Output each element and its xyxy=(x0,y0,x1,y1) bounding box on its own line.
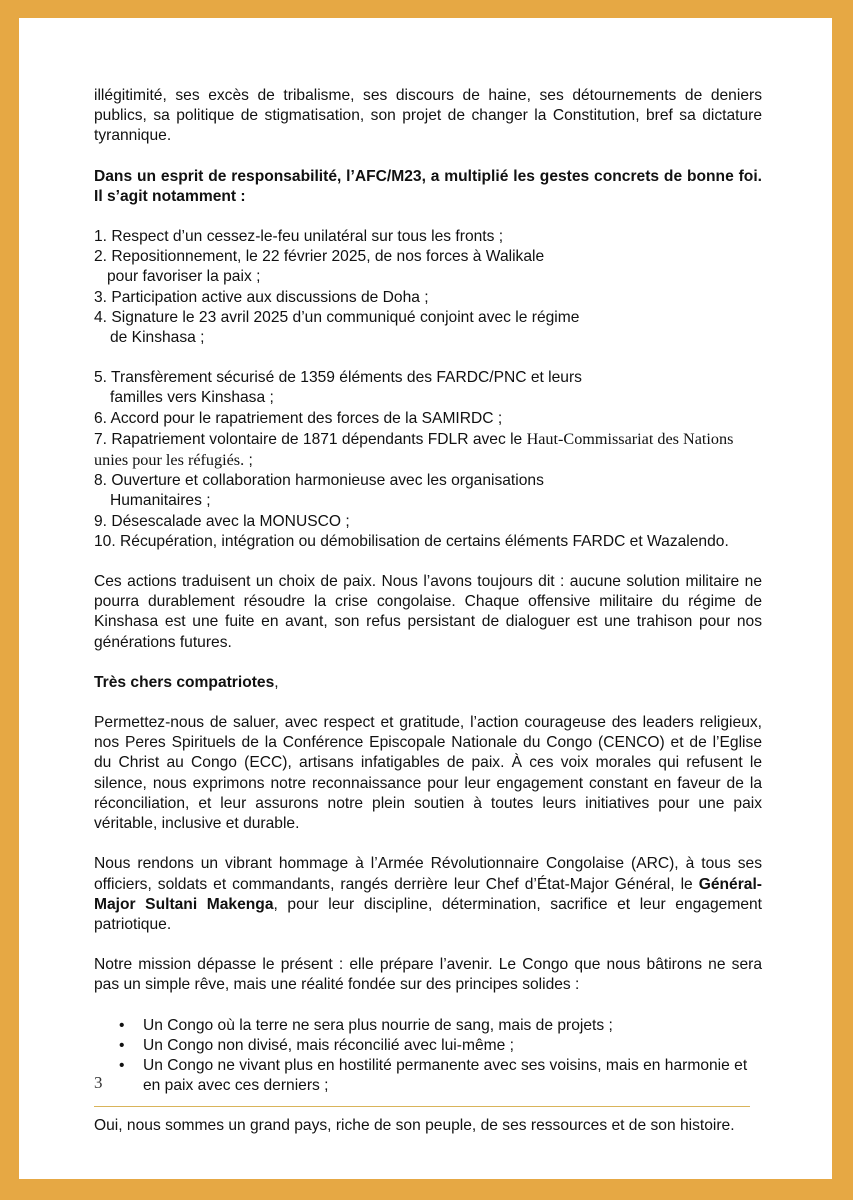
bullet-icon: • xyxy=(119,1056,125,1074)
list-item-4-continued: de Kinshasa ; xyxy=(110,329,205,347)
list-item-3: 3. Participation active aux discussions de Doha ; xyxy=(94,288,429,306)
compatriots-heading-text: Très chers compatriotes xyxy=(94,673,275,691)
general-name: Général-Major Sultani Makenga xyxy=(94,875,762,913)
list-item-5-continued: familles vers Kinshasa ; xyxy=(110,389,274,407)
mission-paragraph: Notre mission dépasse le présent : elle prépare l’avenir. Le Congo que nous bâtirons ne sera pas un simple rêve, mais une réalité fondée sur des principes solides : xyxy=(94,956,762,994)
list-item-8: 8. Ouverture et collaboration harmonieuse avec les organisations xyxy=(94,472,544,490)
list-item-10: 10. Récupération, intégration ou démobilisation de certains éléments FARDC et Wazalendo. xyxy=(94,532,729,550)
list-item-7-organisation: Haut-Commissariat des Nations xyxy=(526,429,734,448)
list-item-9: 9. Désescalade avec la MONUSCO ; xyxy=(94,512,350,530)
list-item-7-organisation-end: unies pour les réfugiés. xyxy=(94,451,245,470)
gestures-heading: Dans un esprit de responsabilité, l’AFC/M23, a multiplié les gestes concrets de bonne foi. Il s’agit notamment : xyxy=(94,167,762,205)
principles-list xyxy=(94,1016,762,1097)
page-number: 3 xyxy=(94,1073,103,1092)
principle-item xyxy=(94,1016,762,1036)
list-item-7-continued xyxy=(94,450,762,471)
principle-item xyxy=(94,1036,762,1056)
gestures-list xyxy=(94,227,762,552)
list-item-2-continued: pour favoriser la paix ; xyxy=(107,268,261,286)
intro-paragraph: illégitimité, ses excès de tribalisme, ses discours de haine, ses détournements de deniers publics, sa politique de stigmatisation, son projet de changer la Constitution, bref sa dictature tyrannique. xyxy=(94,87,762,145)
list-item-6: 6. Accord pour le rapatriement des forces de la SAMIRDC ; xyxy=(94,409,503,427)
army-tribute-text-end: , pour leur discipline, détermination, sacrifice et leur engagement patriotique. xyxy=(94,895,762,933)
footer-divider xyxy=(94,1106,750,1107)
army-tribute-paragraph xyxy=(94,854,762,935)
list-item-8-continued: Humanitaires ; xyxy=(110,492,211,510)
compatriots-heading xyxy=(94,673,762,693)
list-item-7 xyxy=(94,429,762,450)
principle-item xyxy=(94,1056,762,1096)
principle-text: Un Congo ne vivant plus en hostilité permanente avec ses voisins, mais en harmonie et en paix avec ces derniers ; xyxy=(143,1056,748,1095)
list-item-5: 5. Transfèrement sécurisé de 1359 éléments des FARDC/PNC et leurs xyxy=(94,369,582,387)
religious-leaders-paragraph: Permettez-nous de saluer, avec respect et gratitude, l’action courageuse des leaders religieux, nos Peres Spirituels de la Conférence Episcopale Nationale du Congo (CENCO) et de l’Eglise du Christ au Congo (ECC), artisans infatigables de paix. À ces voix morales qui refusent le silence, nous exprimons notre reconnaissance pour leur engagement constant en faveur de la réconciliation, et leur assurons notre plein soutien à toutes leurs initiatives pour une paix véritable, inclusive et durable. xyxy=(94,714,762,833)
bullet-icon: • xyxy=(119,1036,125,1054)
list-item-7-semicolon: ; xyxy=(244,452,253,470)
list-item-2: 2. Repositionnement, le 22 février 2025, de nos forces à Walikale xyxy=(94,248,545,266)
closing-paragraph: Oui, nous sommes un grand pays, riche de son peuple, de ses ressources et de son histoire. xyxy=(94,1117,735,1135)
army-tribute-text: Nous rendons un vibrant hommage à l’Armée Révolutionnaire Congolaise (ARC), à tous ses officiers, soldats et commandants, rangés derrière leur Chef d’État-Major Général, le xyxy=(94,855,762,893)
principle-text: Un Congo non divisé, mais réconcilié avec lui-même ; xyxy=(143,1036,514,1054)
document-page xyxy=(19,18,832,1179)
list-item-4: 4. Signature le 23 avril 2025 d’un communiqué conjoint avec le régime xyxy=(94,308,580,326)
list-item-1: 1. Respect d’un cessez-le-feu unilatéral sur tous les fronts ; xyxy=(94,228,504,246)
page-content xyxy=(94,86,762,1137)
actions-paragraph: Ces actions traduisent un choix de paix. Nous l’avons toujours dit : aucune solution militaire ne pourra durablement résoudre la crise congolaise. Chaque offensive militaire du régime de Kinshasa est une fuite en avant, son refus persistant de dialoguer est une trahison pour nos générations futures. xyxy=(94,573,762,651)
list-item-7-text: 7. Rapatriement volontaire de 1871 dépendants FDLR avec le xyxy=(94,430,527,448)
bullet-icon: • xyxy=(119,1016,125,1034)
principle-text: Un Congo où la terre ne sera plus nourrie de sang, mais de projets ; xyxy=(143,1016,613,1034)
compatriots-heading-comma: , xyxy=(274,673,279,691)
